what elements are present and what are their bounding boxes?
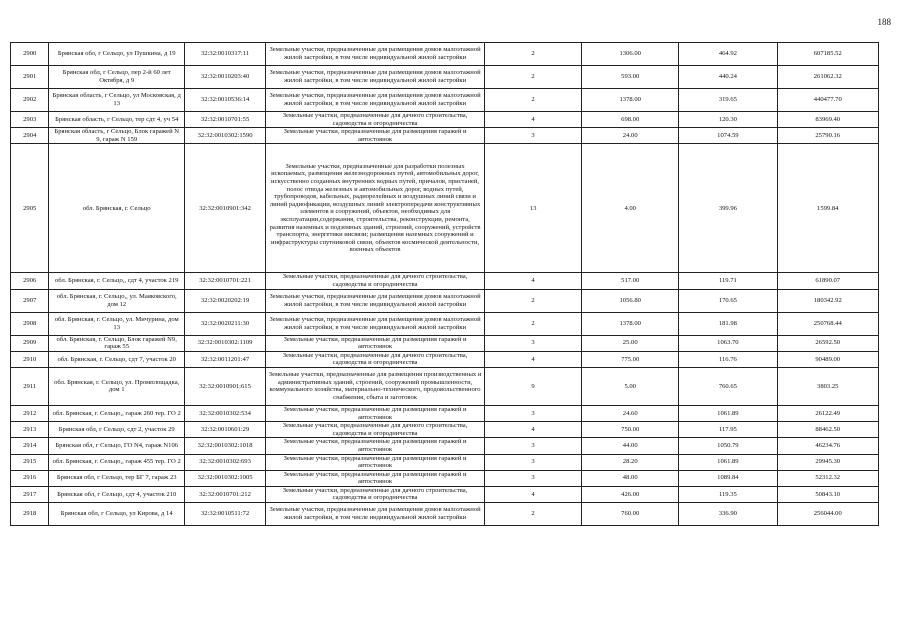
row-number-cell: 2904 [11,128,49,144]
table-row [11,128,879,144]
land-use-cell: Земельные участки, предназначенные для размещения производственных и административных зданий, строений, сооружений промышленности, коммунального хозяйства, материально-технического, продовольственного снабжения, сбыта и заготовок [266,367,485,405]
row-number-cell: 2918 [11,503,49,526]
area-cell: 44.00 [582,438,679,454]
cadastral-number-cell: 32:32:0010901:615 [185,367,266,405]
group-code-cell: 3 [485,470,582,486]
address-cell: Брянская обл, г Сельцо, сдт 4, участок 210 [49,486,185,502]
land-use-cell: Земельные участки, предназначенные для размещения гаражей и автостоянок [266,335,485,351]
row-number-cell: 2910 [11,351,49,367]
land-use-cell: Земельные участки, предназначенные для размещения гаражей и автостоянок [266,454,485,470]
unit-value-cell: 120.30 [679,112,777,128]
unit-value-cell: 319.65 [679,89,777,112]
address-cell: Брянская обл, г Сельцо, ул Кирова, д 14 [49,503,185,526]
row-number-cell: 2917 [11,486,49,502]
row-number-cell: 2916 [11,470,49,486]
group-code-cell: 3 [485,128,582,144]
table-row [11,438,879,454]
area-cell: 24.60 [582,405,679,421]
unit-value-cell: 117.95 [679,422,777,438]
cadastral-number-cell: 32:32:0010601:29 [185,422,266,438]
table-row [11,422,879,438]
row-number-cell: 2902 [11,89,49,112]
area-cell: 698.00 [582,112,679,128]
page-number: 188 [877,17,891,27]
group-code-cell: 2 [485,66,582,89]
row-number-cell: 2914 [11,438,49,454]
land-use-cell: Земельные участки, предназначенные для дачного строительства, садоводства и огородничества [266,422,485,438]
group-code-cell: 9 [485,367,582,405]
cadastral-value-cell: 261062.32 [777,66,879,89]
cadastral-value-cell: 46234.76 [777,438,879,454]
area-cell: 28.20 [582,454,679,470]
cadastral-number-cell: 32:32:0010302:1590 [185,128,266,144]
cadastral-value-cell: 26122.49 [777,405,879,421]
area-cell: 760.00 [582,503,679,526]
cadastral-value-cell: 52312.32 [777,470,879,486]
table-row [11,273,879,289]
area-cell: 1378.00 [582,312,679,335]
table-row [11,503,879,526]
cadastral-value-cell: 50843.10 [777,486,879,502]
unit-value-cell: 1074.59 [679,128,777,144]
unit-value-cell: 760.65 [679,367,777,405]
cadastral-value-cell: 29945.30 [777,454,879,470]
cadastral-number-cell: 32:32:0010302:1109 [185,335,266,351]
land-use-cell: Земельные участки, предназначенные для размещения гаражей и автостоянок [266,405,485,421]
cadastral-number-cell: 32:32:0010701:212 [185,486,266,502]
row-number-cell: 2900 [11,43,49,66]
group-code-cell: 3 [485,405,582,421]
land-use-cell: Земельные участки, предназначенные для дачного строительства, садоводства и огородничества [266,351,485,367]
address-cell: обл. Брянская, г. Сельцо,, сдт 4, участок 219 [49,273,185,289]
land-use-cell: Земельные участки, предназначенные для размещения гаражей и автостоянок [266,470,485,486]
cadastral-number-cell: 32:32:0010901:342 [185,144,266,273]
unit-value-cell: 336.90 [679,503,777,526]
unit-value-cell: 1061.89 [679,454,777,470]
row-number-cell: 2903 [11,112,49,128]
cadastral-number-cell: 32:32:0020211:30 [185,312,266,335]
group-code-cell: 4 [485,351,582,367]
group-code-cell: 4 [485,422,582,438]
cadastral-number-cell: 32:32:0020202:19 [185,289,266,312]
table-row [11,367,879,405]
unit-value-cell: 116.76 [679,351,777,367]
group-code-cell: 3 [485,438,582,454]
land-use-cell: Земельные участки, предназначенные для размещения гаражей и автостоянок [266,438,485,454]
table-row [11,89,879,112]
table-row [11,486,879,502]
land-use-cell: Земельные участки, предназначенные для размещения домов малоэтажной жилой застройки, в том числе индивидуальной жилой застройки [266,43,485,66]
cadastral-value-cell: 26592.50 [777,335,879,351]
address-cell: Брянская обл, г Сельцо, ГО N4, гараж N106 [49,438,185,454]
area-cell: 24.00 [582,128,679,144]
unit-value-cell: 1061.89 [679,405,777,421]
address-cell: Брянская обл, г Сельцо, сдт 2, участок 29 [49,422,185,438]
row-number-cell: 2912 [11,405,49,421]
cadastral-value-cell: 88462.50 [777,422,879,438]
cadastral-value-cell: 250768.44 [777,312,879,335]
address-cell: Брянская обл, г Сельцо, ул Пушкина, д 19 [49,43,185,66]
cadastral-value-cell: 1599.84 [777,144,879,273]
row-number-cell: 2901 [11,66,49,89]
cadastral-number-cell: 32:32:0010302:1018 [185,438,266,454]
area-cell: 4.00 [582,144,679,273]
group-code-cell: 13 [485,144,582,273]
group-code-cell: 4 [485,273,582,289]
table-row [11,351,879,367]
table-row [11,289,879,312]
cadastral-number-cell: 32:32:0010302:693 [185,454,266,470]
unit-value-cell: 399.96 [679,144,777,273]
cadastral-value-cell: 83969.40 [777,112,879,128]
row-number-cell: 2906 [11,273,49,289]
area-cell: 426.00 [582,486,679,502]
cadastral-value-cell: 256044.00 [777,503,879,526]
address-cell: Брянская область, г Сельцо, ул Московская, д 13 [49,89,185,112]
table-row [11,43,879,66]
address-cell: обл. Брянская, г. Сельцо,, гараж 455 тер. ГО 2 [49,454,185,470]
area-cell: 775.00 [582,351,679,367]
land-use-cell: Земельные участки, предназначенные для дачного строительства, садоводства и огородничества [266,112,485,128]
cadastral-number-cell: 32:32:0011201:47 [185,351,266,367]
cadastral-value-cell: 61890.07 [777,273,879,289]
table-row [11,312,879,335]
row-number-cell: 2908 [11,312,49,335]
area-cell: 593.00 [582,66,679,89]
area-cell: 1056.80 [582,289,679,312]
cadastral-number-cell: 32:32:0010317:11 [185,43,266,66]
table-row [11,66,879,89]
land-plot-table [10,42,879,526]
address-cell: обл. Брянская, г. Сельцо, сдт 7, участок 20 [49,351,185,367]
address-cell: Брянская область, г Сельцо, Блок гаражей N 9, гараж N 159 [49,128,185,144]
group-code-cell: 2 [485,312,582,335]
address-cell: обл. Брянская, г. Сельцо,, ул. Маяковского, дом 12 [49,289,185,312]
cadastral-number-cell: 32:32:0010203:40 [185,66,266,89]
unit-value-cell: 440.24 [679,66,777,89]
row-number-cell: 2905 [11,144,49,273]
table-row [11,405,879,421]
unit-value-cell: 1089.84 [679,470,777,486]
table-row [11,470,879,486]
area-cell: 517.00 [582,273,679,289]
address-cell: Брянская обл, г Сельцо, пер 2-й 60 лет Октября, д 9 [49,66,185,89]
cadastral-value-cell: 607185.52 [777,43,879,66]
area-cell: 1306.00 [582,43,679,66]
area-cell: 750.00 [582,422,679,438]
unit-value-cell: 119.71 [679,273,777,289]
area-cell: 25.00 [582,335,679,351]
cadastral-number-cell: 32:32:0010701:55 [185,112,266,128]
unit-value-cell: 1050.79 [679,438,777,454]
area-cell: 48.00 [582,470,679,486]
cadastral-value-cell: 25790.16 [777,128,879,144]
unit-value-cell: 1063.70 [679,335,777,351]
unit-value-cell: 170.65 [679,289,777,312]
cadastral-number-cell: 32:32:0010511:72 [185,503,266,526]
group-code-cell: 2 [485,503,582,526]
land-use-cell: Земельные участки, предназначенные для дачного строительства, садоводства и огородничества [266,486,485,502]
land-use-cell: Земельные участки, предназначенные для разработки полезных ископаемых, размещения железнодорожных путей, автомобильных дорог, искусственно созданных внутренних водных путей, причалов, пристаней, полос отвода железных и автомобильных дорог, водных путей, трубопроводов, кабельных, радиорелейных и воздушных линий связи и линий радиофикации, воздушных линий электропередачи конструктивных элементов и сооружений, объектов, необходимых для эксплуатации,содержания, строительства, реконструкции, ремонта, развития наземных и подземных зданий, строений, сооружений, устройств транспорта, энергетики иисвязи; размещения наземных сооружений и инфраструктуры спутниковой связи, объектов космической деятельности, военных объектов [266,144,485,273]
area-cell: 5.00 [582,367,679,405]
row-number-cell: 2909 [11,335,49,351]
cadastral-number-cell: 32:32:0010302:534 [185,405,266,421]
area-cell: 1378.00 [582,89,679,112]
table-row [11,335,879,351]
group-code-cell: 4 [485,112,582,128]
land-use-cell: Земельные участки, предназначенные для размещения домов малоэтажной жилой застройки, в том числе индивидуальной жилой застройки [266,66,485,89]
unit-value-cell: 119.35 [679,486,777,502]
row-number-cell: 2915 [11,454,49,470]
address-cell: обл. Брянская, г. Сельцо [49,144,185,273]
address-cell: Брянская обл, г Сельцо, тер БГ 7, гараж 23 [49,470,185,486]
table-row [11,112,879,128]
row-number-cell: 2907 [11,289,49,312]
cadastral-value-cell: 3803.25 [777,367,879,405]
address-cell: Брянская область, г Сельцо, тер сдт 4, уч 54 [49,112,185,128]
group-code-cell: 2 [485,89,582,112]
group-code-cell: 2 [485,43,582,66]
cadastral-value-cell: 180342.92 [777,289,879,312]
address-cell: обл. Брянская, г. Сельцо,, гараж 260 тер. ГО 2 [49,405,185,421]
land-use-cell: Земельные участки, предназначенные для размещения домов малоэтажной жилой застройки, в том числе индивидуальной жилой застройки [266,503,485,526]
group-code-cell: 3 [485,335,582,351]
cadastral-value-cell: 440477.70 [777,89,879,112]
group-code-cell: 4 [485,486,582,502]
row-number-cell: 2913 [11,422,49,438]
group-code-cell: 3 [485,454,582,470]
address-cell: обл. Брянская, г. Сельцо, Блок гаражей N9, гараж 55 [49,335,185,351]
address-cell: обл. Брянская, г. Сельцо, ул. Промплощадка, дом 1 [49,367,185,405]
land-use-cell: Земельные участки, предназначенные для размещения гаражей и автостоянок [266,128,485,144]
land-use-cell: Земельные участки, предназначенные для размещения домов малоэтажной жилой застройки, в том числе индивидуальной жилой застройки [266,289,485,312]
unit-value-cell: 464.92 [679,43,777,66]
cadastral-number-cell: 32:32:0010701:221 [185,273,266,289]
table-row [11,454,879,470]
cadastral-number-cell: 32:32:0010302:1005 [185,470,266,486]
row-number-cell: 2911 [11,367,49,405]
land-use-cell: Земельные участки, предназначенные для размещения домов малоэтажной жилой застройки, в том числе индивидуальной жилой застройки [266,312,485,335]
cadastral-number-cell: 32:32:0010536:14 [185,89,266,112]
table-row [11,144,879,273]
cadastral-value-cell: 90489.00 [777,351,879,367]
table-body [11,43,879,526]
address-cell: обл. Брянская, г. Сельцо, ул. Мичурина, дом 13 [49,312,185,335]
unit-value-cell: 181.98 [679,312,777,335]
land-use-cell: Земельные участки, предназначенные для дачного строительства, садоводства и огородничества [266,273,485,289]
land-use-cell: Земельные участки, предназначенные для размещения домов малоэтажной жилой застройки, в том числе индивидуальной жилой застройки [266,89,485,112]
group-code-cell: 2 [485,289,582,312]
